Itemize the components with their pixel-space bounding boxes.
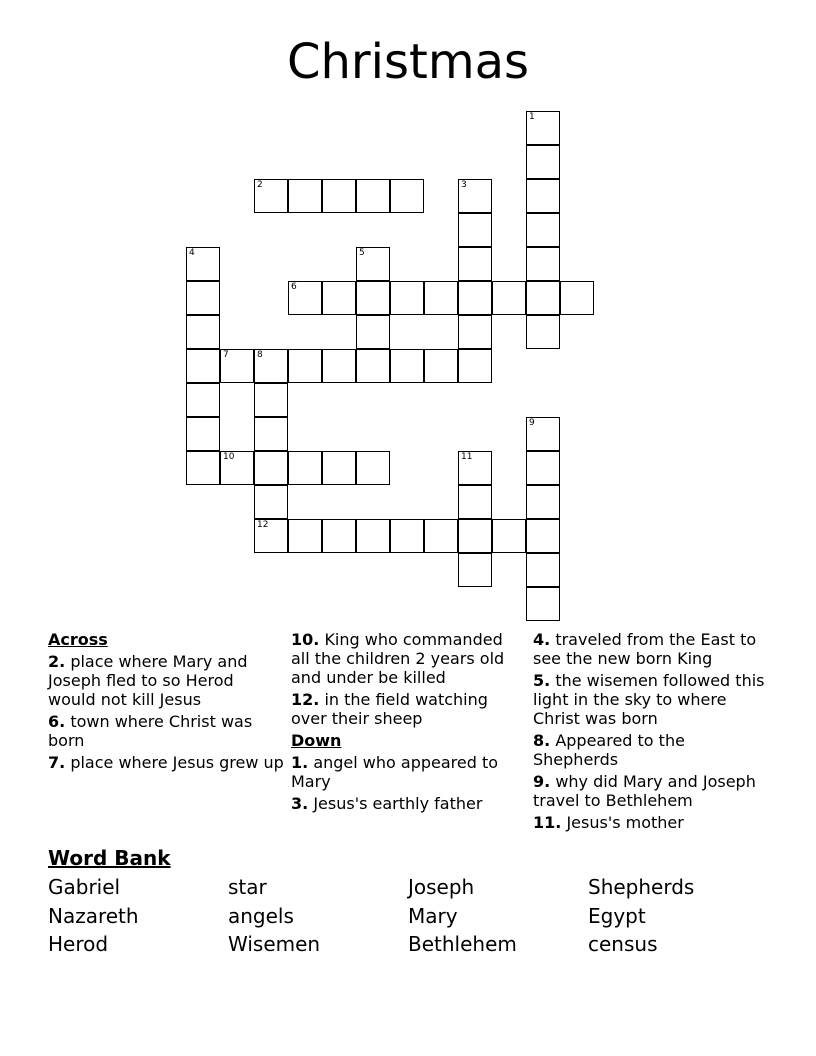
crossword-cell[interactable] bbox=[424, 281, 458, 315]
crossword-cell[interactable] bbox=[526, 315, 560, 349]
crossword-cell[interactable] bbox=[526, 179, 560, 213]
crossword-cell[interactable] bbox=[458, 179, 492, 213]
crossword-cell[interactable] bbox=[220, 349, 254, 383]
crossword-cell[interactable] bbox=[356, 451, 390, 485]
clue-number: 8 bbox=[257, 350, 263, 360]
crossword-cell[interactable] bbox=[186, 315, 220, 349]
clue-down-5: 5. the wisemen followed this light in the sky to where Christ was born bbox=[533, 671, 765, 728]
clue-number: 2 bbox=[257, 180, 263, 190]
crossword-cell[interactable] bbox=[526, 485, 560, 519]
crossword-cell[interactable] bbox=[526, 519, 560, 553]
word-bank-item: Egypt bbox=[588, 904, 646, 928]
crossword-cell[interactable] bbox=[424, 349, 458, 383]
clue-number: 11 bbox=[461, 452, 473, 462]
crossword-cell[interactable] bbox=[458, 349, 492, 383]
crossword-cell[interactable] bbox=[458, 451, 492, 485]
crossword-cell[interactable] bbox=[458, 281, 492, 315]
crossword-cell[interactable] bbox=[526, 553, 560, 587]
crossword-cell[interactable] bbox=[526, 587, 560, 621]
word-bank-item: Gabriel bbox=[48, 875, 121, 899]
crossword-cell[interactable] bbox=[390, 281, 424, 315]
crossword-cell[interactable] bbox=[322, 451, 356, 485]
crossword-cell[interactable] bbox=[526, 417, 560, 451]
crossword-cell[interactable] bbox=[424, 519, 458, 553]
crossword-cell[interactable] bbox=[288, 519, 322, 553]
crossword-cell[interactable] bbox=[254, 179, 288, 213]
crossword-cell[interactable] bbox=[322, 519, 356, 553]
word-bank-item: Shepherds bbox=[588, 875, 695, 899]
crossword-cell[interactable] bbox=[254, 451, 288, 485]
crossword-cell[interactable] bbox=[356, 179, 390, 213]
clue-down-4: 4. traveled from the East to see the new born King bbox=[533, 630, 757, 668]
crossword-cell[interactable] bbox=[356, 519, 390, 553]
crossword-cell[interactable] bbox=[526, 247, 560, 281]
clue-down-1: 1. angel who appeared to Mary bbox=[291, 753, 499, 791]
clue-number: 9 bbox=[529, 418, 535, 428]
clue-number: 10 bbox=[223, 452, 235, 462]
word-bank-item: Mary bbox=[408, 904, 458, 928]
crossword-cell[interactable] bbox=[322, 281, 356, 315]
word-bank-title: Word Bank bbox=[48, 846, 171, 870]
clue-across-10: 10. King who commanded all the children 2 years old and under be killed bbox=[291, 630, 505, 687]
crossword-cell[interactable] bbox=[458, 213, 492, 247]
crossword-cell[interactable] bbox=[390, 519, 424, 553]
clue-across-12: 12. in the field watching over their sheep bbox=[291, 690, 488, 728]
clue-column-1 bbox=[48, 630, 286, 775]
crossword-cell[interactable] bbox=[186, 383, 220, 417]
crossword-cell[interactable] bbox=[458, 485, 492, 519]
crossword-cell[interactable] bbox=[526, 145, 560, 179]
crossword-cell[interactable] bbox=[288, 179, 322, 213]
word-bank-item: Herod bbox=[48, 932, 109, 956]
crossword-cell[interactable] bbox=[288, 281, 322, 315]
clue-down-3: 3. Jesus's earthly father bbox=[291, 794, 483, 813]
clue-across-2: 2. place where Mary and Joseph fled to so Herod would not kill Jesus bbox=[48, 652, 248, 709]
crossword-cell[interactable] bbox=[322, 179, 356, 213]
clue-number: 12 bbox=[257, 520, 269, 530]
crossword-cell[interactable] bbox=[186, 349, 220, 383]
crossword-cell[interactable] bbox=[492, 281, 526, 315]
clue-number: 6 bbox=[291, 282, 297, 292]
crossword-cell[interactable] bbox=[356, 247, 390, 281]
clue-number: 4 bbox=[189, 248, 195, 258]
clue-across-7: 7. place where Jesus grew up bbox=[48, 753, 284, 772]
across-heading: Across bbox=[48, 630, 108, 649]
clue-down-9: 9. why did Mary and Joseph travel to Bethlehem bbox=[533, 772, 756, 810]
crossword-cell[interactable] bbox=[254, 485, 288, 519]
clue-down-11: 11. Jesus's mother bbox=[533, 813, 684, 832]
clue-across-6: 6. town where Christ was born bbox=[48, 712, 253, 750]
clue-number: 5 bbox=[359, 248, 365, 258]
word-bank-item: star bbox=[228, 875, 267, 899]
crossword-cell[interactable] bbox=[356, 349, 390, 383]
crossword-cell[interactable] bbox=[254, 417, 288, 451]
crossword-cell[interactable] bbox=[458, 553, 492, 587]
crossword-cell[interactable] bbox=[356, 315, 390, 349]
crossword-cell[interactable] bbox=[458, 315, 492, 349]
word-bank-item: Nazareth bbox=[48, 904, 139, 928]
crossword-cell[interactable] bbox=[288, 349, 322, 383]
word-bank-item: Joseph bbox=[408, 875, 475, 899]
clue-number: 3 bbox=[461, 180, 467, 190]
clue-column-3 bbox=[533, 630, 773, 835]
crossword-cell[interactable] bbox=[254, 519, 288, 553]
crossword-cell[interactable] bbox=[254, 349, 288, 383]
crossword-cell[interactable] bbox=[322, 349, 356, 383]
word-bank-item: Bethlehem bbox=[408, 932, 517, 956]
crossword-cell[interactable] bbox=[186, 451, 220, 485]
crossword-cell[interactable] bbox=[186, 247, 220, 281]
crossword-cell[interactable] bbox=[526, 111, 560, 145]
crossword-cell[interactable] bbox=[186, 281, 220, 315]
down-heading: Down bbox=[291, 731, 342, 750]
word-bank-item: census bbox=[588, 932, 658, 956]
word-bank-item: Wisemen bbox=[228, 932, 321, 956]
crossword-cell[interactable] bbox=[186, 417, 220, 451]
crossword-cell[interactable] bbox=[458, 247, 492, 281]
crossword-cell[interactable] bbox=[220, 451, 254, 485]
crossword-cell[interactable] bbox=[288, 451, 322, 485]
clue-column-2 bbox=[291, 630, 521, 816]
clue-down-8: 8. Appeared to the Shepherds bbox=[533, 731, 685, 769]
clue-number: 7 bbox=[223, 350, 229, 360]
crossword-cell[interactable] bbox=[458, 519, 492, 553]
crossword-cell[interactable] bbox=[390, 179, 424, 213]
crossword-cell[interactable] bbox=[492, 519, 526, 553]
crossword-cell[interactable] bbox=[390, 349, 424, 383]
crossword-cell[interactable] bbox=[526, 213, 560, 247]
crossword-cell[interactable] bbox=[526, 281, 560, 315]
clue-number: 1 bbox=[529, 112, 535, 122]
puzzle-title: Christmas bbox=[286, 34, 529, 90]
word-bank-item: angels bbox=[228, 904, 294, 928]
crossword-cell[interactable] bbox=[560, 281, 594, 315]
crossword-cell[interactable] bbox=[254, 383, 288, 417]
crossword-cell[interactable] bbox=[356, 281, 390, 315]
crossword-cell[interactable] bbox=[526, 451, 560, 485]
